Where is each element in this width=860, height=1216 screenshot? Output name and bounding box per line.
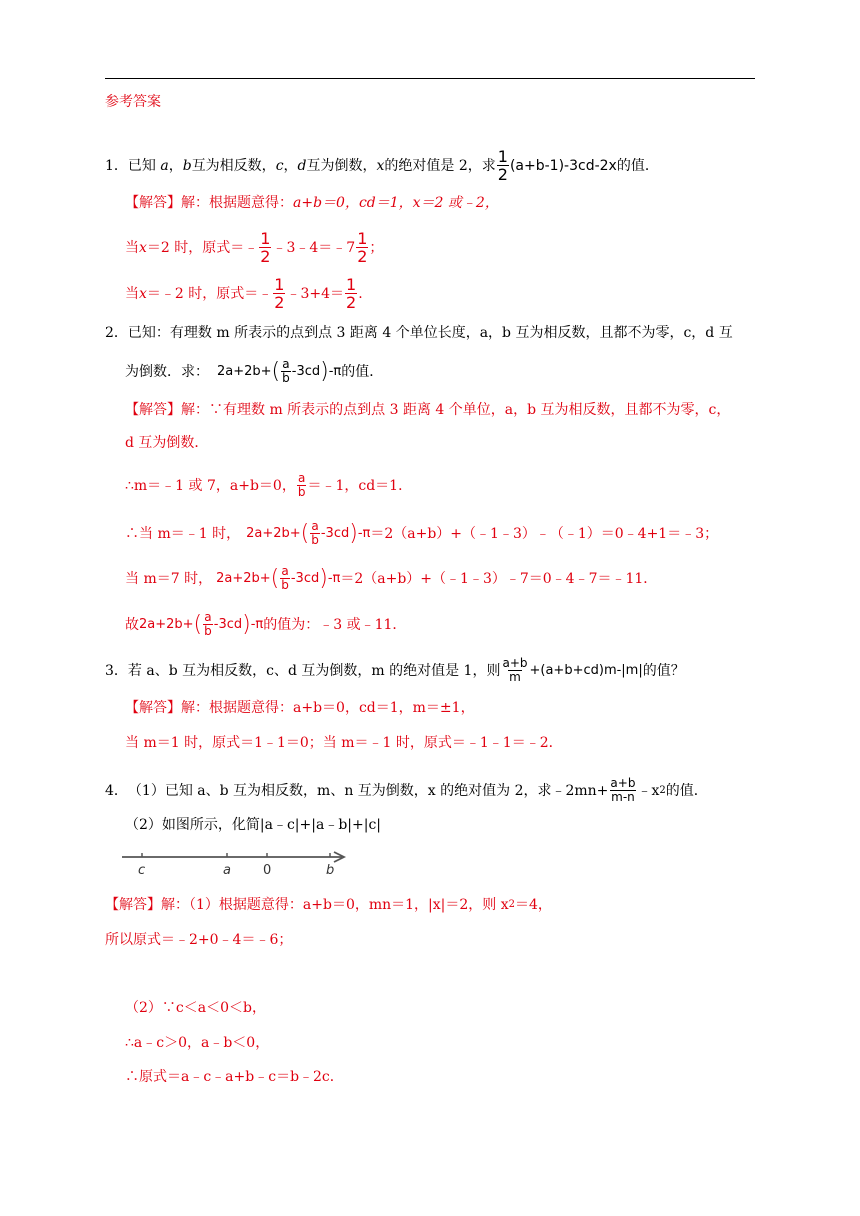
q4-answer-line-2: 所以原式＝﹣2+0﹣4＝﹣6； <box>105 932 293 948</box>
label-a: a <box>223 863 231 878</box>
number-line-diagram <box>120 843 352 879</box>
question-2-line-1: 2． 已知：有理数 m 所表示的点到点 3 距离 4 个单位长度，a，b 互为相反数，且都不为零，c，d 互 <box>105 325 733 341</box>
q2-answer-line-4: ∴当 m＝﹣1 时， 2a+2b+ ( $\frac{a}{b}$ -3cd ) -π ＝2（a+b）+（﹣1﹣3）﹣（﹣1）＝0﹣4+1＝﹣3； <box>125 519 719 547</box>
q2-answer-line-2: d 互为倒数． <box>125 435 209 451</box>
question-4-part-1: 4． （1）已知 a、b 互为相反数，m、n 互为倒数，x 的绝对值为 2，求﹣2mn+ $\frac{a+b}{m-n}$ ﹣x 2 的值． <box>105 776 708 804</box>
q4-answer-line-4: ∴a﹣c＞0，a﹣b＜0， <box>125 1035 270 1051</box>
q3-answer-line-2: 当 m＝1 时，原式＝1﹣1＝0；当 m＝﹣1 时，原式＝﹣1﹣1＝﹣2． <box>125 735 563 751</box>
question-4-part-2: （2）如图所示，化简|a﹣c|+|a﹣b|+|c| <box>125 817 382 833</box>
q2-answer-line-3: ∴m＝﹣1 或 7，a+b＝0， $\frac{a}{b}$ ＝﹣1，cd＝1． <box>125 471 413 499</box>
question-2-line-2: 为倒数．求： 2a+2b+ ( $\frac{a}{b}$ -3cd ) -π 的值． <box>125 357 384 385</box>
q1-answer-line-3: 当 x ＝﹣2 时，原式＝﹣ $\frac{1}{2}$ ﹣3+4＝ $\frac{1}{2}$ . <box>125 275 363 312</box>
q2-answer-line-1: 【解答】 解：∵有理数 m 所表示的点到点 3 距离 4 个单位，a，b 互为相反数，且都不为零，c， <box>125 402 731 418</box>
q1-answer-line-1: 【解答】 解：根据题意得： a+b＝0，cd＝1，x＝2 或﹣2， <box>125 195 499 211</box>
question-3: 3． 若 a、b 互为相反数，c、d 互为倒数，m 的绝对值是 1，则 $\frac{a+b}{m}$ +(a+b+cd)m-|m| 的值？ <box>105 656 685 684</box>
q3-answer-line-1: 【解答】 解：根据题意得：a+b＝0，cd＝1，m＝±1， <box>125 700 475 716</box>
q2-answer-line-5: 当 m＝7 时， 2a+2b+ ( $\frac{a}{b}$ -3cd ) -π ＝2（a+b）+（﹣1﹣3）﹣7＝0﹣4﹣7＝﹣11． <box>125 564 658 592</box>
header-rule <box>105 78 755 79</box>
fraction-half: $\frac{1}{2}$ <box>497 147 508 184</box>
q4-answer-line-3: （2）∵c＜a＜0＜b， <box>125 1000 266 1016</box>
q2-answer-line-6: 故 2a+2b+ ( $\frac{a}{b}$ -3cd ) -π 的值为：﹣3 或﹣11． <box>125 610 407 638</box>
label-0: 0 <box>263 863 272 878</box>
q4-answer-line-1: 【解答】 解：（1）根据题意得：a+b＝0，mn＝1，|x|＝2，则 x 2 ＝4， <box>105 897 552 913</box>
q1-answer-line-2: 当 x ＝2 时，原式＝﹣ $\frac{1}{2}$ ﹣3﹣4＝﹣7 $\frac{1}{2}$ ； <box>125 229 384 266</box>
question-1: 1． 已知 a ， b 互为相反数， c ， d 互为倒数， x 的绝对值是 2，求 $\frac{1}{2}$ (a+b-1)-3cd-2x 的值． <box>105 147 659 184</box>
q4-answer-line-5: ∴原式＝a﹣c﹣a+b﹣c＝b﹣2c． <box>125 1069 344 1085</box>
page-title: 参考答案 <box>105 94 161 110</box>
label-c: c <box>138 863 146 878</box>
label-b: b <box>326 863 335 878</box>
